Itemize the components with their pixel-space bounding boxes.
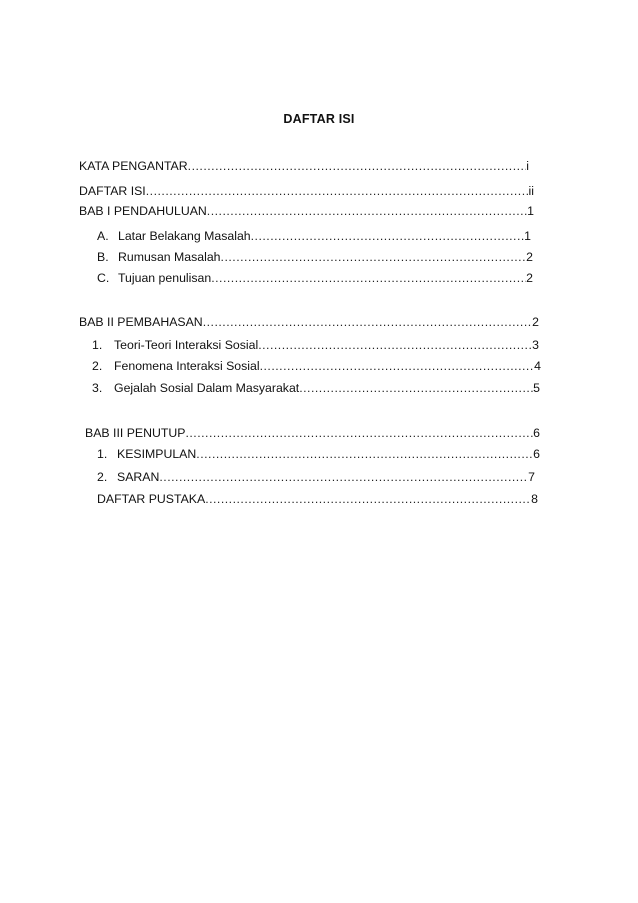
toc-page-number: 6 xyxy=(533,426,540,440)
toc-page-number: 3 xyxy=(532,338,539,352)
toc-entry-daftar-isi[interactable] xyxy=(79,183,534,199)
toc-leader-dots xyxy=(221,249,527,265)
toc-label: Tujuan penulisan xyxy=(118,271,212,285)
toc-page-number: 5 xyxy=(533,381,540,395)
toc-leader-dots xyxy=(205,491,531,507)
toc-leader-dots xyxy=(203,314,532,330)
toc-page-number: 7 xyxy=(528,470,535,484)
toc-page-number: 1 xyxy=(524,229,531,243)
toc-entry-bab-1-a[interactable] xyxy=(97,228,531,244)
toc-leader-dots xyxy=(185,425,533,441)
toc-leader-dots xyxy=(159,469,528,485)
toc-leader-dots xyxy=(207,203,527,219)
toc-leader-dots xyxy=(258,337,532,353)
toc-leader-dots xyxy=(188,158,527,174)
toc-page-number: 2 xyxy=(532,315,539,329)
toc-page-number: 1 xyxy=(527,204,534,218)
toc-item-number: 2. xyxy=(92,359,103,373)
toc-entry-bab-3-1[interactable] xyxy=(97,446,540,462)
toc-entry-daftar-pustaka[interactable] xyxy=(97,491,538,507)
toc-leader-dots xyxy=(251,228,525,244)
toc-page-number: 2 xyxy=(526,271,533,285)
toc-entry-bab-1-b[interactable] xyxy=(97,249,533,265)
toc-entry-bab-1[interactable] xyxy=(79,203,534,219)
toc-entry-bab-2-3[interactable] xyxy=(92,380,540,396)
toc-leader-dots xyxy=(211,270,526,286)
toc-leader-dots xyxy=(260,358,535,374)
toc-entry-bab-2[interactable] xyxy=(79,314,539,330)
toc-entry-bab-3-2[interactable] xyxy=(97,469,535,485)
toc-item-number: 1. xyxy=(97,447,108,461)
toc-entry-bab-2-1[interactable] xyxy=(92,337,539,353)
toc-leader-dots xyxy=(196,446,533,462)
toc-entry-bab-1-c[interactable] xyxy=(97,270,533,286)
toc-label: KESIMPULAN xyxy=(117,447,197,461)
toc-page-number: 6 xyxy=(533,447,540,461)
toc-entry-bab-3[interactable] xyxy=(85,425,540,441)
toc-page-number: i xyxy=(526,159,529,173)
toc-label: KATA PENGANTAR xyxy=(79,159,188,173)
toc-label: BAB I PENDAHULUAN xyxy=(79,204,207,218)
toc-label: Teori-Teori Interaksi Sosial xyxy=(114,338,259,352)
toc-label: Fenomena Interaksi Sosial xyxy=(114,359,260,373)
toc-entry-bab-2-2[interactable] xyxy=(92,358,541,374)
toc-item-number: B. xyxy=(97,250,109,264)
toc-item-number: C. xyxy=(97,271,110,285)
toc-page-number: 8 xyxy=(531,492,538,506)
toc-label: BAB III PENUTUP xyxy=(85,426,186,440)
toc-leader-dots xyxy=(146,183,529,199)
toc-leader-dots xyxy=(299,380,533,396)
toc-item-number: 3. xyxy=(92,381,103,395)
toc-label: Latar Belakang Masalah xyxy=(118,229,251,243)
toc-item-number: 2. xyxy=(97,470,108,484)
toc-item-number: 1. xyxy=(92,338,103,352)
page-title: DAFTAR ISI xyxy=(283,112,355,126)
toc-label: DAFTAR PUSTAKA xyxy=(97,492,206,506)
toc-label: SARAN xyxy=(117,470,160,484)
toc-label: Gejalah Sosial Dalam Masyarakat xyxy=(114,381,300,395)
toc-page-number: 2 xyxy=(526,250,533,264)
toc-label: DAFTAR ISI xyxy=(79,184,146,198)
toc-entry-kata-pengantar[interactable] xyxy=(79,158,529,174)
toc-page-number: 4 xyxy=(534,359,541,373)
toc-page-number: ii xyxy=(528,184,534,198)
toc-item-number: A. xyxy=(97,229,109,243)
toc-label: BAB II PEMBAHASAN xyxy=(79,315,203,329)
toc-label: Rumusan Masalah xyxy=(118,250,221,264)
